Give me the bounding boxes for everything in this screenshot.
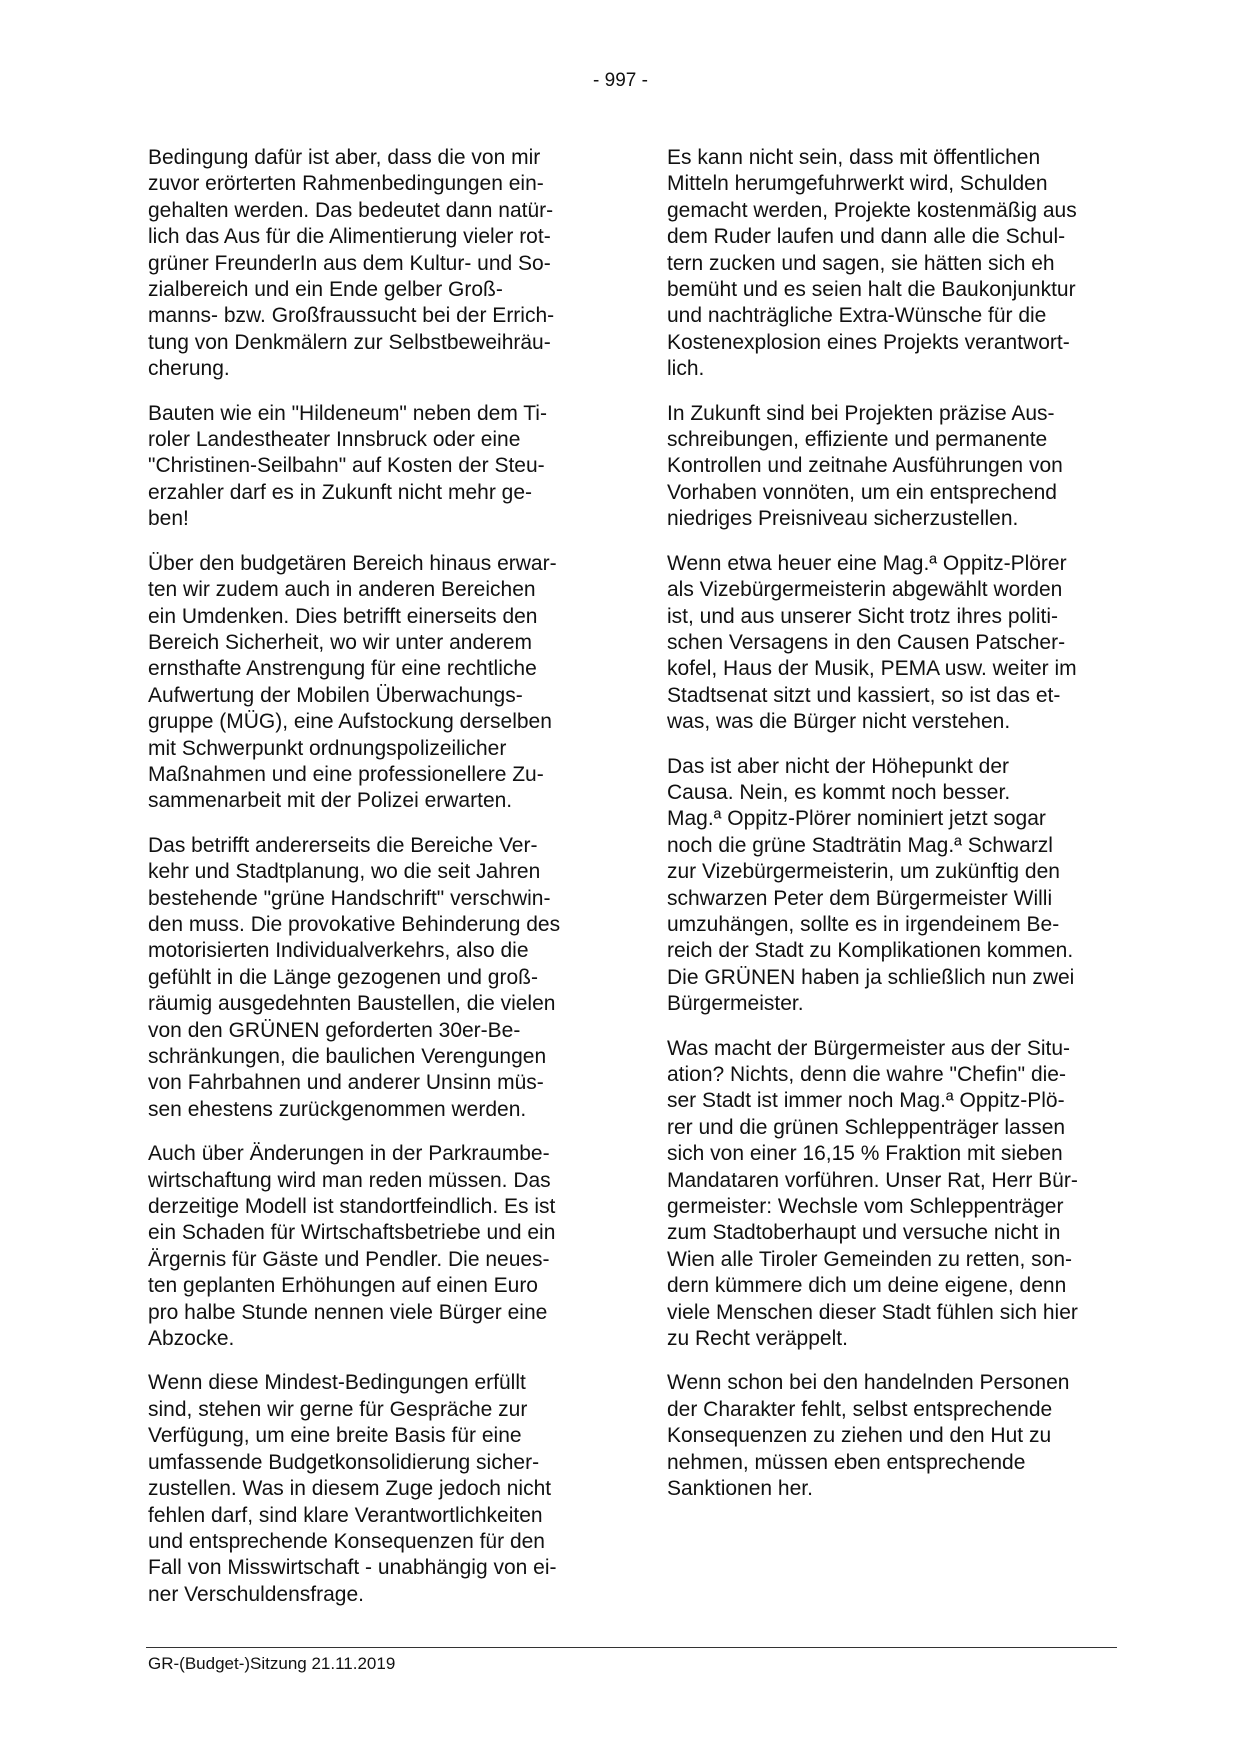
paragraph [148,1370,598,1608]
text-line: Mag.ª Oppitz-Plörer nominiert jetzt sogar [667,807,1046,831]
text-line: lich. [667,357,705,381]
text-line: schwarzen Peter dem Bürgermeister Willi [667,886,1053,910]
text-line: kehr und Stadtplanung, wo die seit Jahren [148,860,541,884]
text-line: Es kann nicht sein, dass mit öffentlichen [667,146,1041,169]
text-line: zustellen. Was in diesem Zuge jedoch nicht [148,1477,552,1501]
text-line: zur Vizebürgermeisterin, um zukünftig den [667,860,1060,884]
text-line: roler Landestheater Innsbruck oder eine [148,428,521,452]
text-line: den muss. Die provokative Behinderung des [148,912,561,936]
paragraph [667,551,1117,736]
text-line: Bedingung dafür ist aber, dass die von mir [148,146,541,169]
text-line: Mitteln herumgefuhrwerkt wird, Schulden [667,172,1048,196]
text-line: von Fahrbahnen und anderer Unsinn müs- [148,1071,544,1095]
text-line: viele Menschen dieser Stadt fühlen sich hier [667,1300,1078,1324]
text-line: sen ehestens zurückgenommen werden. [148,1097,527,1121]
text-line: ernsthafte Anstrengung für eine rechtliche [148,657,537,681]
text-line: sind, stehen wir gerne für Gespräche zur [148,1397,528,1421]
text-line: Wien alle Tiroler Gemeinden zu retten, son- [667,1247,1073,1271]
text-line: erzahler darf es in Zukunft nicht mehr ge- [148,480,533,504]
text-line: was, was die Bürger nicht verstehen. [667,710,1011,734]
text-line: Aufwertung der Mobilen Überwachungs- [148,683,523,707]
text-line: sich von einer 16,15 % Fraktion mit sieben [667,1142,1063,1166]
text-line: ation? Nichts, denn die wahre "Chefin" die- [667,1063,1066,1086]
paragraph [667,754,1117,1018]
text-line: gehalten werden. Das bedeutet dann natür- [148,198,554,222]
text-line: Vorhaben vonnöten, um ein entsprechend [667,480,1057,504]
text-line: und entsprechende Konsequenzen für den [148,1529,545,1553]
text-line: Fall von Misswirtschaft - unabhängig von ei- [148,1556,557,1580]
paragraph [667,401,1117,533]
text-line: ben! [148,507,189,531]
page-number: - 997 - [593,70,648,91]
text-line: Was macht der Bürgermeister aus der Situ- [667,1036,1071,1060]
text-line: schränkungen, die baulichen Verengungen [148,1045,547,1068]
text-line: Das ist aber nicht der Höhepunkt der [667,754,1010,778]
text-line: tern zucken und sagen, sie hätten sich eh [667,251,1055,275]
text-line: umzuhängen, sollte es in irgendeinem Be- [667,912,1060,936]
footer-divider [146,1647,1117,1648]
text-line: Verfügung, um eine breite Basis für eine [148,1424,522,1448]
text-line: motorisierten Individualverkehrs, also die [148,939,529,963]
text-line: Kontrollen und zeitnahe Ausführungen von [667,454,1063,478]
text-line: Wenn diese Mindest-Bedingungen erfüllt [148,1371,526,1395]
text-line: Mandataren vorführen. Unser Rat, Herr Bür- [667,1168,1078,1192]
text-line: zialbereich und ein Ende gelber Groß- [148,278,503,302]
text-line: niedriges Preisniveau sicherzustellen. [667,507,1019,531]
text-line: wirtschaftung wird man reden müssen. Das [148,1168,551,1192]
text-line: Bauten wie ein "Hildeneum" neben dem Ti- [148,401,547,425]
text-line: Wenn schon bei den handelnden Personen [667,1371,1070,1395]
text-line: mit Schwerpunkt ordnungspolizeilicher [148,736,507,760]
text-line: Das betrifft andererseits die Bereiche Ver- [148,833,538,857]
text-line: zum Stadtoberhaupt und versuche nicht in [667,1221,1061,1245]
text-line: gruppe (MÜG), eine Aufstockung derselben [148,710,552,734]
text-line: sammenarbeit mit der Polizei erwarten. [148,789,513,813]
text-line: und nachträgliche Extra-Wünsche für die [667,304,1047,328]
text-line: Auch über Änderungen in der Parkraumbe- [148,1142,550,1166]
text-line: schen Versagens in den Causen Patscher- [667,630,1066,654]
text-line: zu Recht veräppelt. [667,1327,848,1351]
text-line: reich der Stadt zu Komplikationen kommen. [667,939,1074,963]
paragraph [667,1036,1117,1353]
text-line: pro halbe Stunde nennen viele Bürger eine [148,1300,548,1324]
paragraph [148,833,598,1123]
text-line: nehmen, müssen eben entsprechende [667,1450,1026,1474]
paragraph [148,1141,598,1352]
text-line: dem Ruder laufen und dann alle die Schul- [667,225,1066,249]
text-line: ten wir zudem auch in anderen Bereichen [148,578,536,602]
text-line: In Zukunft sind bei Projekten präzise Aus- [667,401,1055,425]
text-line: rer und die grünen Schleppenträger lassen [667,1115,1066,1139]
text-line: der Charakter fehlt, selbst entsprechende [667,1397,1053,1421]
text-line: schreibungen, effiziente und permanente [667,428,1048,452]
text-line: Stadtsenat sitzt und kassiert, so ist das et- [667,683,1061,707]
text-line: Konsequenzen zu ziehen und den Hut zu [667,1424,1052,1448]
text-line: bestehende "grüne Handschrift" verschwin- [148,886,551,910]
text-line: grüner FreunderIn aus dem Kultur- und So- [148,251,551,275]
text-line: Ärgernis für Gäste und Pendler. Die neues- [148,1247,550,1271]
text-line: ten geplanten Erhöhungen auf einen Euro [148,1274,538,1298]
text-line: manns- bzw. Großfraussucht bei der Errich- [148,304,555,328]
paragraph [667,1370,1117,1502]
text-line: Maßnahmen und eine professionellere Zu- [148,762,544,786]
text-line: gefühlt in die Länge gezogenen und groß- [148,965,538,989]
text-line: tung von Denkmälern zur Selbstbeweihräu- [148,330,551,354]
text-line: noch die grüne Stadträtin Mag.ª Schwarzl [667,833,1053,857]
text-line: ein Schaden für Wirtschaftsbetriebe und ein [148,1221,556,1245]
text-line: ist, und aus unserer Sicht trotz ihres politi- [667,604,1059,628]
text-line: bemüht und es seien halt die Baukonjunktur [667,278,1076,302]
text-line: Wenn etwa heuer eine Mag.ª Oppitz-Plörer [667,551,1067,575]
text-line: germeister: Wechsle vom Schleppenträger [667,1195,1064,1219]
text-line: Kostenexplosion eines Projekts verantwort- [667,330,1070,354]
left-column [148,145,598,1626]
text-line: "Christinen-Seilbahn" auf Kosten der Steu- [148,454,545,478]
text-line: von den GRÜNEN geforderten 30er-Be- [148,1018,521,1042]
text-line: räumig ausgedehnten Baustellen, die vielen [148,992,556,1016]
text-line: ein Umdenken. Dies betrifft einerseits den [148,604,538,628]
paragraph [148,145,598,383]
text-line: fehlen darf, sind klare Verantwortlichkeiten [148,1503,543,1527]
paragraph [148,551,598,815]
footer-session-label: GR-(Budget-)Sitzung 21.11.2019 [148,1654,396,1673]
right-column [667,145,1117,1521]
text-line: dern kümmere dich um deine eigene, denn [667,1274,1067,1298]
text-line: Bürgermeister. [667,992,804,1016]
text-line: Über den budgetären Bereich hinaus erwar- [148,551,557,575]
paragraph [148,401,598,533]
text-line: ner Verschuldensfrage. [148,1582,364,1606]
text-line: Die GRÜNEN haben ja schließlich nun zwei [667,965,1075,989]
paragraph [667,145,1117,383]
text-line: als Vizebürgermeisterin abgewählt worden [667,578,1063,602]
text-line: zuvor erörterten Rahmenbedingungen ein- [148,172,544,196]
text-line: kofel, Haus der Musik, PEMA usw. weiter im [667,657,1077,681]
text-line: Abzocke. [148,1327,235,1351]
text-line: Sanktionen her. [667,1477,813,1501]
text-line: Causa. Nein, es kommt noch besser. [667,780,1011,804]
text-line: umfassende Budgetkonsolidierung sicher- [148,1450,540,1474]
text-line: gemacht werden, Projekte kostenmäßig aus [667,198,1077,222]
text-line: derzeitige Modell ist standortfeindlich. Es ist [148,1195,556,1219]
text-line: cherung. [148,357,230,381]
text-line: Bereich Sicherheit, wo wir unter anderem [148,630,533,654]
text-line: ser Stadt ist immer noch Mag.ª Oppitz-Plö- [667,1089,1065,1113]
text-line: lich das Aus für die Alimentierung vieler rot- [148,225,551,249]
